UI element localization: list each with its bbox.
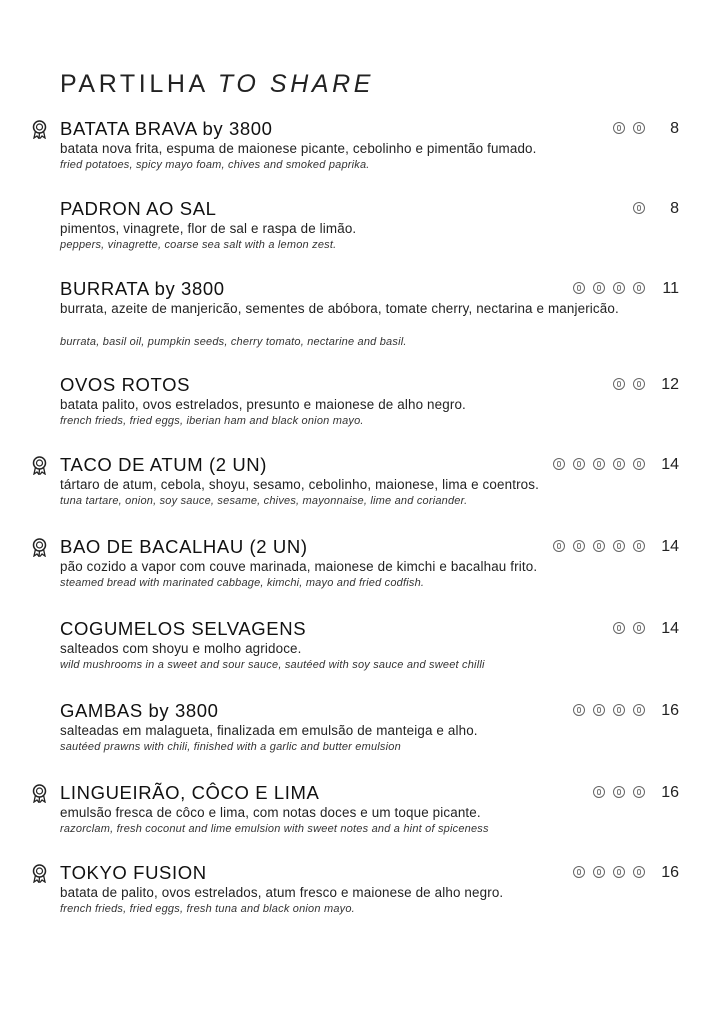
- allergen-icon: [613, 378, 625, 390]
- allergen-icons: [593, 786, 645, 800]
- menu-item-name: PADRON AO SAL: [60, 198, 217, 219]
- menu-item-price: 8: [670, 120, 679, 137]
- menu-item-name: BAO DE BACALHAU (2 UN): [60, 536, 308, 557]
- allergen-icon: [593, 866, 605, 878]
- award-ribbon-icon: [31, 538, 48, 557]
- allergen-icon: [633, 202, 645, 214]
- allergen-icons: [553, 540, 645, 554]
- allergen-icon: [633, 786, 645, 798]
- allergen-icon: [593, 458, 605, 470]
- menu-item: [0, 862, 721, 932]
- allergen-icon: [553, 540, 565, 552]
- section-title: [60, 70, 374, 99]
- menu-item-name: TACO DE ATUM (2 UN): [60, 454, 268, 475]
- award-ribbon-icon: [31, 120, 48, 139]
- menu-item: [0, 198, 721, 268]
- allergen-icon: [613, 540, 625, 552]
- menu-item-description-pt: burrata, azeite de manjericão, sementes de abóbora, tomate cherry, nectarina e manjericão.: [60, 301, 619, 316]
- menu-item-description-pt: pimentos, vinagrete, flor de sal e raspa de limão.: [60, 221, 357, 236]
- menu-item-price: 16: [661, 702, 679, 719]
- allergen-icons: [633, 202, 645, 216]
- menu-item-description-pt: pão cozido a vapor com couve marinada, maionese de kimchi e bacalhau frito.: [60, 559, 538, 574]
- allergen-icon: [633, 378, 645, 390]
- menu-item: [0, 782, 721, 852]
- menu-item-description-pt: emulsão fresca de côco e lima, com notas doces e um toque picante.: [60, 805, 481, 820]
- menu-item-description-en: fried potatoes, spicy mayo foam, chives and smoked paprika.: [60, 159, 370, 171]
- menu-item-price: 14: [661, 538, 679, 555]
- menu-item-name: OVOS ROTOS: [60, 374, 191, 395]
- award-ribbon-icon: [31, 784, 48, 803]
- allergen-icons: [573, 282, 645, 296]
- allergen-icons: [573, 704, 645, 718]
- allergen-icon: [593, 540, 605, 552]
- allergen-icon: [633, 282, 645, 294]
- menu-item-description-pt: tártaro de atum, cebola, shoyu, sesamo, cebolinho, maionese, lima e coentros.: [60, 477, 539, 492]
- menu-item-price: 14: [661, 456, 679, 473]
- menu-item: [0, 454, 721, 524]
- allergen-icon: [633, 622, 645, 634]
- menu-item-description-pt: salteadas em malagueta, finalizada em emulsão de manteiga e alho.: [60, 723, 478, 738]
- menu-item-description-en: burrata, basil oil, pumpkin seeds, cherry tomato, nectarine and basil.: [60, 336, 407, 348]
- allergen-icon: [573, 704, 585, 716]
- allergen-icon: [633, 458, 645, 470]
- menu-item-description-pt: batata nova frita, espuma de maionese picante, cebolinho e pimentão fumado.: [60, 141, 537, 156]
- allergen-icon: [633, 704, 645, 716]
- menu-item: [0, 278, 721, 348]
- menu-item: [0, 536, 721, 606]
- menu-item-name: BATATA BRAVA by 3800: [60, 118, 273, 139]
- allergen-icon: [593, 282, 605, 294]
- allergen-icon: [553, 458, 565, 470]
- menu-item-price: 8: [670, 200, 679, 217]
- menu-item-description-en: razorclam, fresh coconut and lime emulsion with sweet notes and a hint of spiceness: [60, 823, 489, 835]
- section-title-en: TO SHARE: [217, 70, 375, 98]
- allergen-icon: [613, 122, 625, 134]
- menu-item: [0, 618, 721, 688]
- allergen-icons: [573, 866, 645, 880]
- allergen-icon: [613, 622, 625, 634]
- menu-item-name: TOKYO FUSION: [60, 862, 207, 883]
- allergen-icon: [613, 866, 625, 878]
- menu-item-name: GAMBAS by 3800: [60, 700, 219, 721]
- allergen-icons: [613, 378, 645, 392]
- menu-item-description-en: sautéed prawns with chili, finished with a garlic and butter emulsion: [60, 741, 401, 753]
- menu-item: [0, 118, 721, 188]
- menu-item-description-en: french frieds, fried eggs, fresh tuna and black onion mayo.: [60, 903, 355, 915]
- award-ribbon-icon: [31, 456, 48, 475]
- allergen-icons: [553, 458, 645, 472]
- award-ribbon-icon: [31, 864, 48, 883]
- allergen-icons: [613, 122, 645, 136]
- menu-item-price: 16: [661, 864, 679, 881]
- menu-item-name: BURRATA by 3800: [60, 278, 225, 299]
- menu-item-name: LINGUEIRÃO, CÔCO E LIMA: [60, 782, 320, 803]
- allergen-icons: [613, 622, 645, 636]
- allergen-icon: [573, 540, 585, 552]
- menu-item-price: 11: [662, 280, 679, 297]
- menu-item-price: 14: [661, 620, 679, 637]
- menu-item-price: 12: [661, 376, 679, 393]
- menu-item-description-en: steamed bread with marinated cabbage, kimchi, mayo and fried codfish.: [60, 577, 425, 589]
- allergen-icon: [613, 458, 625, 470]
- menu-item-description-en: peppers, vinagrette, coarse sea salt with a lemon zest.: [60, 239, 337, 251]
- allergen-icon: [573, 458, 585, 470]
- menu-item-description-en: wild mushrooms in a sweet and sour sauce, sautéed with soy sauce and sweet chilli: [60, 659, 485, 671]
- allergen-icon: [613, 704, 625, 716]
- menu-item-description-pt: salteados com shoyu e molho agridoce.: [60, 641, 302, 656]
- allergen-icon: [633, 866, 645, 878]
- menu-item-name: COGUMELOS SELVAGENS: [60, 618, 307, 639]
- allergen-icon: [593, 786, 605, 798]
- menu-item-description-pt: batata palito, ovos estrelados, presunto e maionese de alho negro.: [60, 397, 466, 412]
- allergen-icon: [573, 866, 585, 878]
- menu-item: [0, 700, 721, 770]
- allergen-icon: [633, 122, 645, 134]
- allergen-icon: [593, 704, 605, 716]
- allergen-icon: [613, 282, 625, 294]
- allergen-icon: [633, 540, 645, 552]
- menu-item-description-en: french frieds, fried eggs, iberian ham and black onion mayo.: [60, 415, 364, 427]
- menu-item: [0, 374, 721, 444]
- menu-item-price: 16: [661, 784, 679, 801]
- menu-item-description-pt: batata de palito, ovos estrelados, atum fresco e maionese de alho negro.: [60, 885, 504, 900]
- section-title-pt: PARTILHA: [60, 70, 208, 98]
- allergen-icon: [573, 282, 585, 294]
- menu-item-description-en: tuna tartare, onion, soy sauce, sesame, chives, mayonnaise, lime and coriander.: [60, 495, 468, 507]
- allergen-icon: [613, 786, 625, 798]
